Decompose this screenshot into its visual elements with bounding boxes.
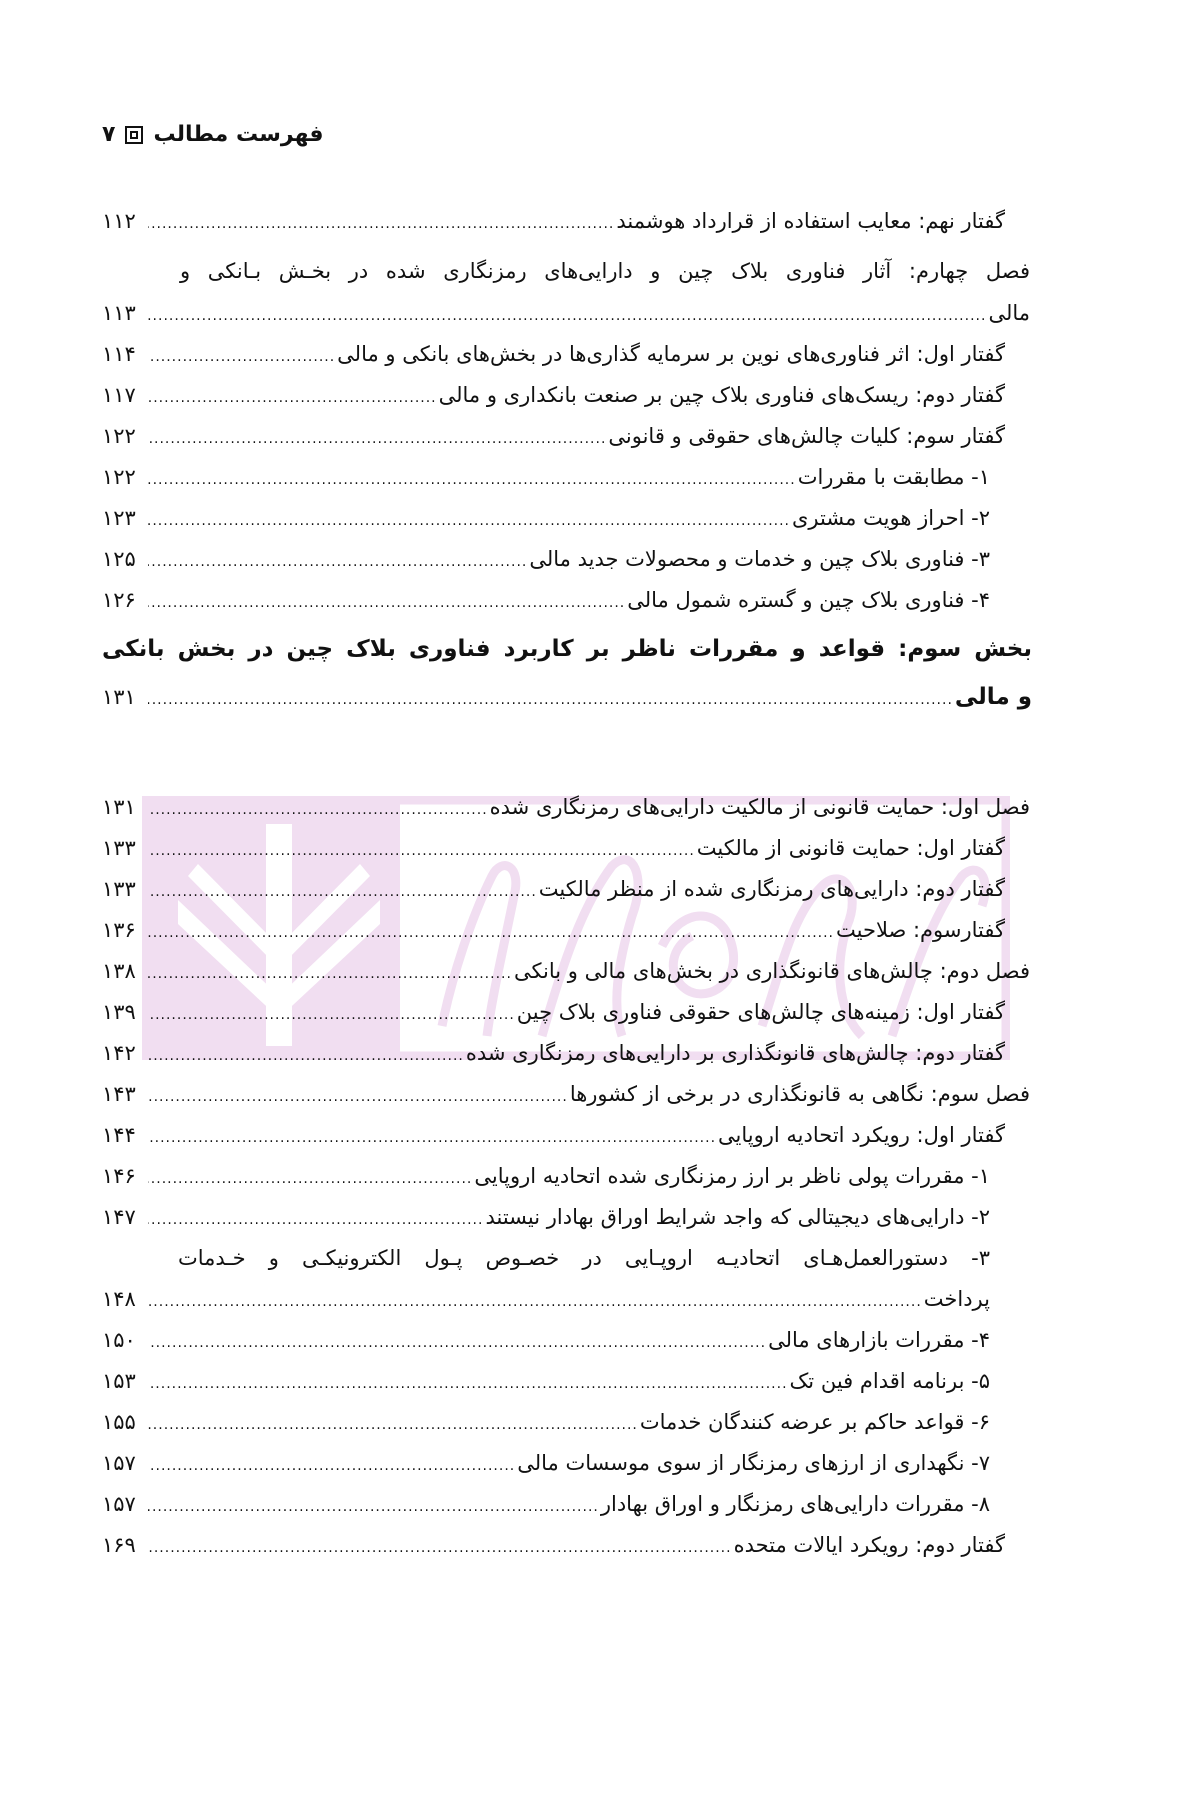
toc-entry-title: گفتار دوم: ریسک‌های فناوری بلاک چین بر صنعت بانکداری و مالی (438, 383, 1005, 407)
toc-entry[interactable] (102, 1487, 990, 1521)
toc-entry-page: ۱۴۷ (102, 1205, 136, 1229)
section-title-line1[interactable]: بخش سوم: قواعد و مقررات ناظر بر کاربرد فناوری بلاک چین در بخش بانکی (102, 636, 1032, 662)
dot-leader (148, 1408, 638, 1442)
toc-entry-page: ۱۴۳ (102, 1082, 136, 1106)
toc-entry-title: گفتار اول: زمینه‌های چالش‌های حقوقی فناوری بلاک چین (516, 1000, 1005, 1024)
dot-leader (148, 875, 537, 909)
toc-entry-page: ۱۶۹ (102, 1533, 136, 1557)
toc-entry-title: گفتار نهم: معایب استفاده از قرارداد هوشمند (616, 209, 1005, 233)
toc-entry[interactable] (102, 296, 1030, 330)
dot-leader (148, 1162, 472, 1196)
toc-entry[interactable] (102, 1118, 1005, 1152)
toc-entry-page: ۱۴۸ (102, 1287, 136, 1311)
toc-entry[interactable] (102, 1077, 1030, 1111)
toc-entry-title: گفتار اول: حمایت قانونی از مالکیت (696, 836, 1005, 860)
toc-entry[interactable] (102, 872, 1005, 906)
toc-entry[interactable] (102, 1323, 990, 1357)
toc-entry-page: ۱۳۶ (102, 918, 136, 942)
toc-entry-page: ۱۵۷ (102, 1492, 136, 1516)
toc-entry[interactable] (102, 583, 990, 617)
toc-entry[interactable] (102, 337, 1005, 371)
toc-entry-page: ۱۳۱ (102, 685, 136, 709)
dot-leader (148, 683, 953, 717)
page-header (102, 122, 342, 147)
toc-entry-page: ۱۳۳ (102, 836, 136, 860)
toc-entry-title: گفتار سوم: کلیات چالش‌های حقوقی و قانونی (608, 424, 1005, 448)
dot-leader (148, 586, 625, 620)
dot-leader (148, 340, 335, 374)
toc-entry[interactable] (102, 1528, 1005, 1562)
toc-entry-page: ۱۵۷ (102, 1451, 136, 1475)
toc-entry-title: ۵- برنامه اقدام فین تک (789, 1369, 990, 1393)
toc-entry-title: مالی (988, 301, 1030, 325)
toc-entry-title: گفتار دوم: دارایی‌های رمزنگاری شده از منظر مالکیت (538, 877, 1005, 901)
dot-leader (148, 504, 790, 538)
toc-entry-page: ۱۱۴ (102, 342, 136, 366)
toc-entry-title: ۱- مقررات پولی ناظر بر ارز رمزنگاری شده اتحادیه اروپایی (474, 1164, 990, 1188)
toc-entry[interactable] (102, 913, 1005, 947)
toc-entry-title: ۱- مطابقت با مقررات (797, 465, 990, 489)
toc-entry-page: ۱۲۲ (102, 465, 136, 489)
dot-leader (148, 916, 834, 950)
dot-leader (148, 1326, 766, 1360)
toc-entry[interactable] (102, 1036, 1005, 1070)
square-ornament-icon (125, 126, 143, 144)
dot-leader (148, 381, 437, 415)
toc-entry-title: ۳- فناوری بلاک چین و خدمات و محصولات جدید مالی (529, 547, 990, 571)
dot-leader (148, 1531, 732, 1565)
toc-entry-title: ۶- قواعد حاکم بر عرضه کنندگان خدمات (639, 1410, 990, 1434)
toc-entry-title: فصل اول: حمایت قانونی از مالکیت دارایی‌های رمزنگاری شده (489, 795, 1030, 819)
dot-leader (148, 1203, 483, 1237)
toc-entry-page: ۱۱۲ (102, 209, 136, 233)
toc-entry-page: ۱۳۸ (102, 959, 136, 983)
toc-entry-title-line1[interactable]: فصل چهارم: آثار فناوری بلاک چین و دارایی‌های رمزنگاری شده در بخـش بـانکی و (180, 259, 1030, 283)
toc-entry-page: ۱۳۳ (102, 877, 136, 901)
toc-entry[interactable] (102, 460, 990, 494)
dot-leader (148, 793, 488, 827)
toc-entry-title: گفتار اول: اثر فناوری‌های نوین بر سرمایه گذاری‌ها در بخش‌های بانکی و مالی (337, 342, 1005, 366)
toc-entry-page: ۱۱۳ (102, 301, 136, 325)
toc-entry[interactable] (102, 831, 1005, 865)
toc-entry[interactable] (102, 1282, 990, 1316)
toc-entry-page: ۱۵۰ (102, 1328, 136, 1352)
toc-entry[interactable] (102, 790, 1030, 824)
toc-entry[interactable] (102, 954, 1030, 988)
dot-leader (148, 1285, 922, 1319)
toc-entry-title: فصل سوم: نگاهی به قانونگذاری در برخی از کشورها (569, 1082, 1030, 1106)
toc-entry-title: ۸- مقررات دارایی‌های رمزنگار و اوراق بهادار (600, 1492, 990, 1516)
toc-entry[interactable] (102, 995, 1005, 1029)
toc-entry-title: گفتار دوم: چالش‌های قانونگذاری بر دارایی‌های رمزنگاری شده (465, 1041, 1005, 1065)
toc-entry[interactable] (102, 204, 1005, 238)
toc-entry-page: ۱۴۴ (102, 1123, 136, 1147)
toc-entry[interactable] (102, 501, 990, 535)
header-title: فهرست مطالب (153, 122, 324, 147)
toc-entry[interactable] (102, 378, 1005, 412)
toc-entry-page: ۱۵۵ (102, 1410, 136, 1434)
toc-entry-page: ۱۴۶ (102, 1164, 136, 1188)
toc-entry-title: گفتارسوم: صلاحیت (836, 918, 1005, 942)
dot-leader (148, 1490, 599, 1524)
toc-entry-page: ۱۳۱ (102, 795, 136, 819)
toc-entry-title: ۷- نگهداری از ارزهای رمزنگار از سوی موسسات مالی (517, 1451, 990, 1475)
dot-leader (148, 834, 695, 868)
header-page-number: ۷ (102, 122, 116, 147)
dot-leader (148, 957, 512, 991)
dot-leader (148, 1449, 515, 1483)
toc-entry-page: ۱۲۵ (102, 547, 136, 571)
toc-entry[interactable] (102, 419, 1005, 453)
dot-leader (148, 1121, 716, 1155)
toc-entry-title: ۴- فناوری بلاک چین و گستره شمول مالی (627, 588, 990, 612)
dot-leader (148, 463, 796, 497)
section-title-line2: و مالی (954, 684, 1032, 710)
dot-leader (148, 1039, 464, 1073)
dot-leader (148, 1080, 568, 1114)
toc-entry-page: ۱۲۲ (102, 424, 136, 448)
dot-leader (148, 998, 515, 1032)
dot-leader (148, 299, 986, 333)
toc-entry-page: ۱۲۳ (102, 506, 136, 530)
toc-entry-page: ۱۳۹ (102, 1000, 136, 1024)
toc-entry-title: گفتار اول: رویکرد اتحادیه اروپایی (718, 1123, 1005, 1147)
toc-entry-title: ۲- احراز هویت مشتری (792, 506, 990, 530)
toc-entry-page: ۱۱۷ (102, 383, 136, 407)
toc-entry[interactable] (102, 1446, 990, 1480)
toc-entry[interactable] (102, 1159, 990, 1193)
toc-entry-page: ۱۲۶ (102, 588, 136, 612)
toc-entry[interactable] (102, 1200, 990, 1234)
dot-leader (148, 422, 606, 456)
toc-entry[interactable] (102, 1364, 990, 1398)
dot-leader (148, 207, 614, 241)
toc-entry-title: پرداخت (923, 1287, 990, 1311)
dot-leader (148, 1367, 788, 1401)
toc-entry-title: ۲- دارایی‌های دیجیتالی که واجد شرایط اوراق بهادار نیستند (485, 1205, 990, 1229)
dot-leader (148, 545, 527, 579)
toc-entry[interactable] (102, 542, 990, 576)
toc-entry-title: ۴- مقررات بازارهای مالی (768, 1328, 990, 1352)
toc-entry-page: ۱۴۲ (102, 1041, 136, 1065)
toc-entry-title-line1[interactable]: ۳- دستورالعمل‌هـای اتحادیـه اروپـایی در خصـوص پـول الکترونیکـی و خـدمات (178, 1246, 990, 1270)
toc-entry-page: ۱۵۳ (102, 1369, 136, 1393)
toc-entry-title: فصل دوم: چالش‌های قانونگذاری در بخش‌های مالی و بانکی (513, 959, 1030, 983)
section-entry[interactable] (102, 680, 1032, 714)
toc-entry-title: گفتار دوم: رویکرد ایالات متحده (733, 1533, 1005, 1557)
toc-entry[interactable] (102, 1405, 990, 1439)
